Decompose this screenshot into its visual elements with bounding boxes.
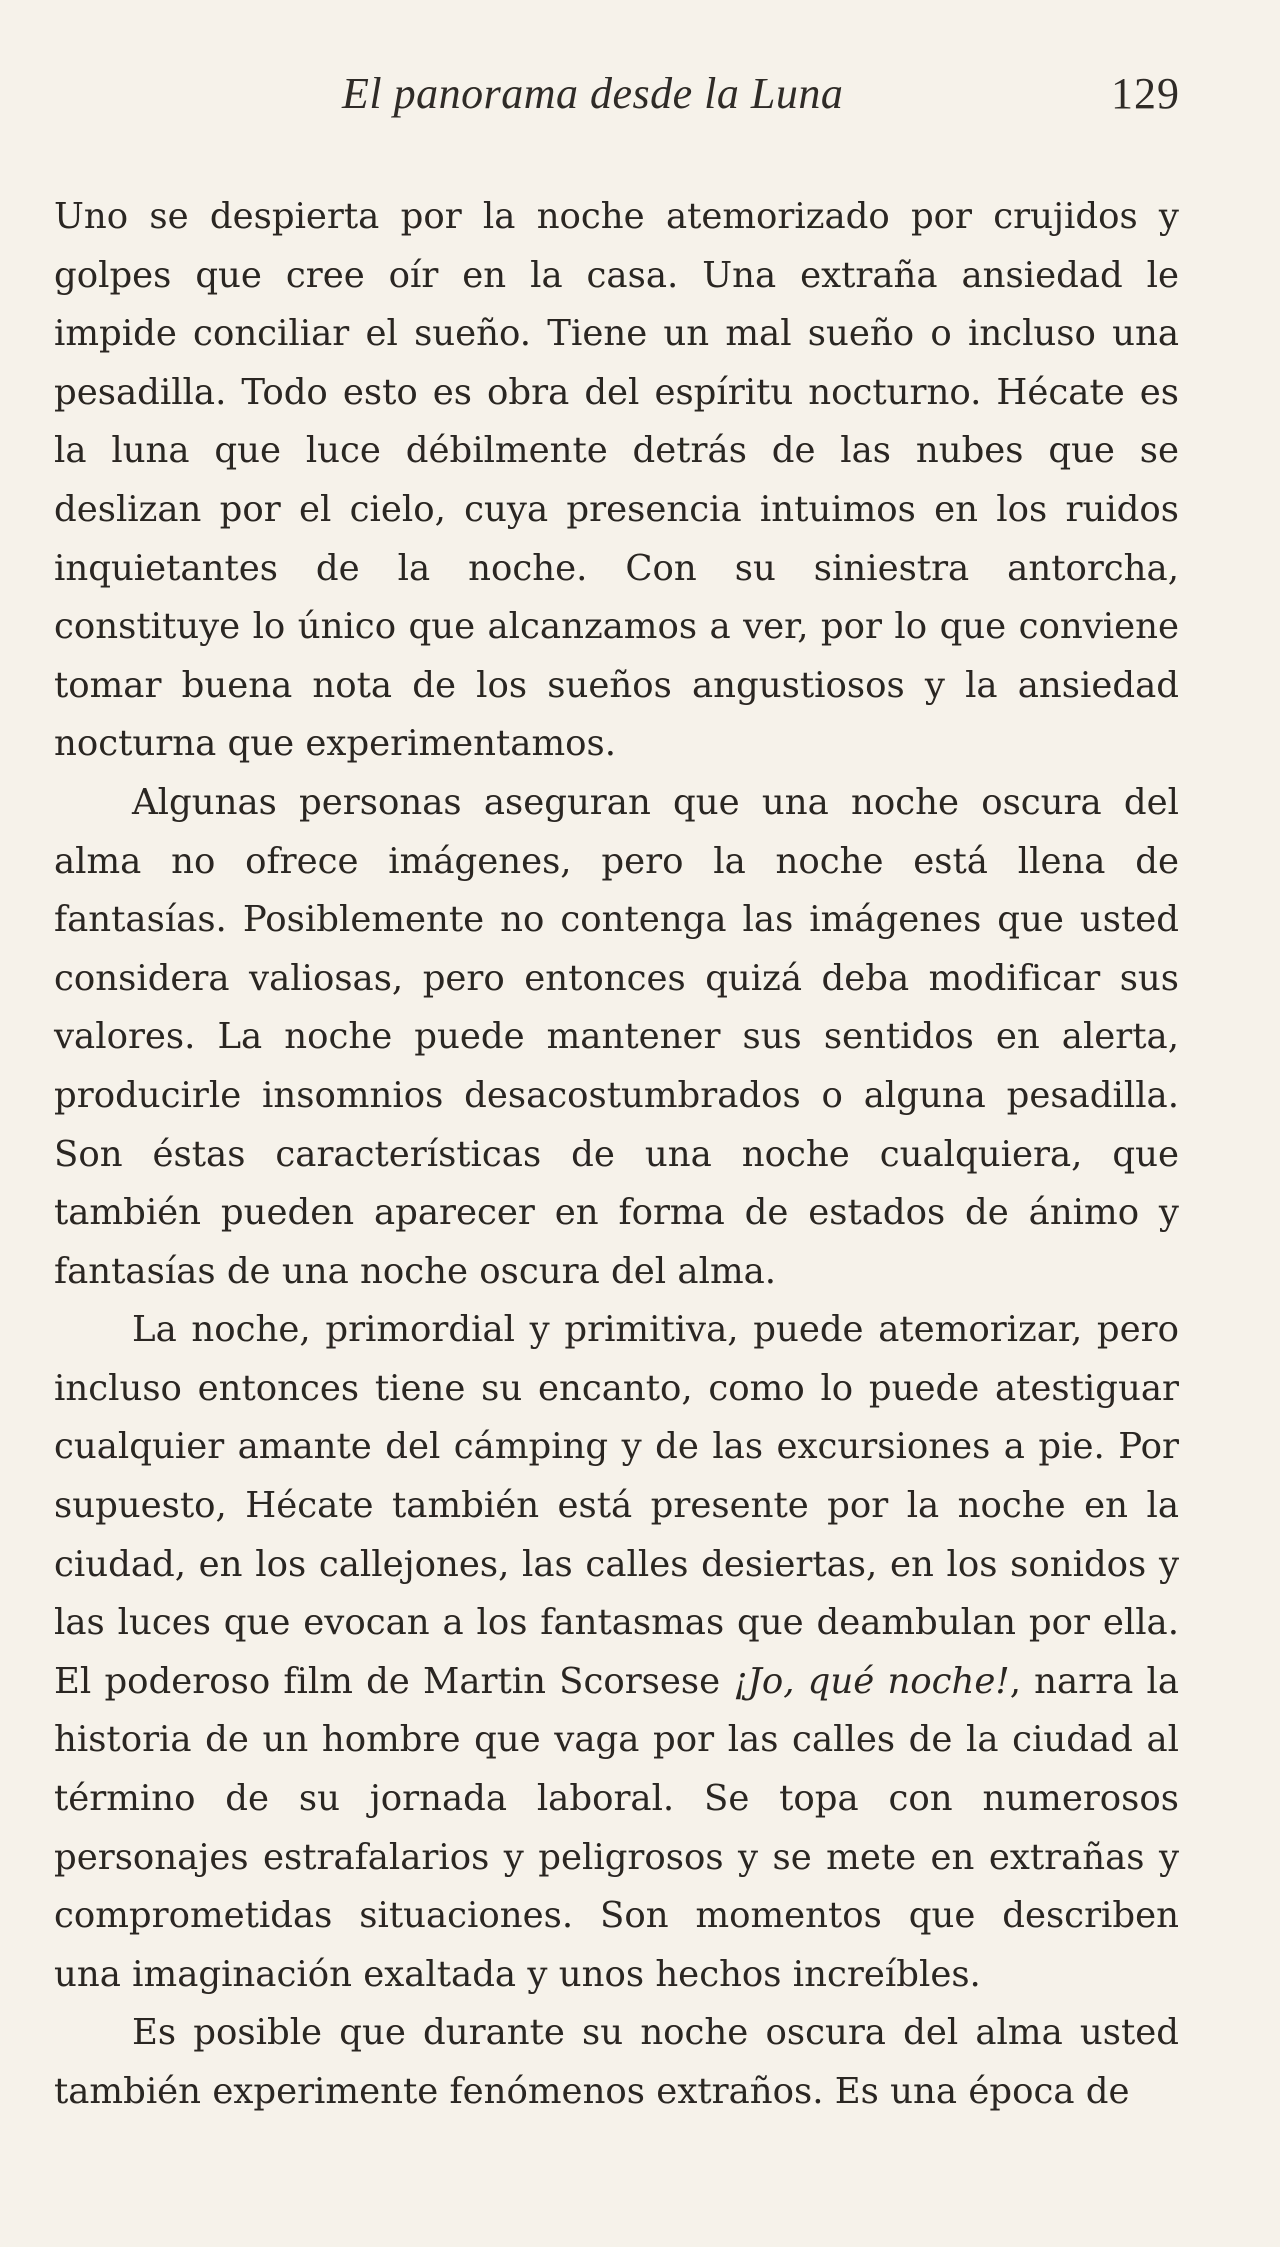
running-title: El panorama desde la Luna bbox=[342, 69, 844, 118]
running-head bbox=[0, 68, 1280, 128]
body-text bbox=[54, 188, 1179, 2122]
paragraph-3-start: La noche, primordial y primitiva, puede atemorizar, pero incluso entonces tiene su encanto, como lo puede atestiguar cualquier amante del cámping y de las excursiones a pie. Por supuesto, Hécate también está presente por la noche en la ciudad, en los callejones, las calles desiertas, en los sonidos y las luces que evocan a los fantasmas que deambulan por ella. El poderoso film de Martin Scorsese bbox=[54, 1309, 1179, 1702]
paragraph-2: Algunas personas aseguran que una noche oscura del alma no ofrece imágenes, pero la noche está llena de fantasías. Posiblemente no contenga las imágenes que usted considera valiosas, pero entonces quizá deba modificar sus valores. La noche puede mantener sus sentidos en alerta, producirle insomnios desacostumbrados o alguna pesadilla. Son éstas características de una noche cualquiera, que también pueden aparecer en forma de estados de ánimo y fantasías de una noche oscura del alma. bbox=[54, 781, 1179, 1292]
paragraph-4: Es posible que durante su noche oscura del alma usted también experimente fenómenos extraños. Es una época de bbox=[54, 2012, 1179, 2112]
paragraph-1: Uno se despierta por la noche atemorizado por crujidos y golpes que cree oír en la casa. Una extraña ansiedad le impide conciliar el sueño. Tiene un mal sueño o incluso una pesadilla. Todo esto es obra del espíritu nocturno. Hécate es la luna que luce débilmente detrás de las nubes que se deslizan por el cielo, cuya presencia intuimos en los ruidos inquietantes de la noche. Con su siniestra antorcha, constituye lo único que alcanzamos a ver, por lo que conviene tomar buena nota de los sueños angustiosos y la ansiedad nocturna que experimentamos. bbox=[54, 196, 1179, 765]
page-number: 129 bbox=[1111, 69, 1180, 118]
paragraph-3-end: , narra la historia de un hombre que vaga por las calles de la ciudad al término de su jornada laboral. Se topa con numerosos personajes estrafalarios y peligrosos y se mete en extrañas y comprometidas situaciones. Son momentos que describen una imaginación exaltada y unos hechos increíbles. bbox=[54, 1660, 1179, 1995]
paragraph-3 bbox=[54, 1301, 1179, 2004]
film-title: ¡Jo, qué noche! bbox=[733, 1660, 1010, 1702]
